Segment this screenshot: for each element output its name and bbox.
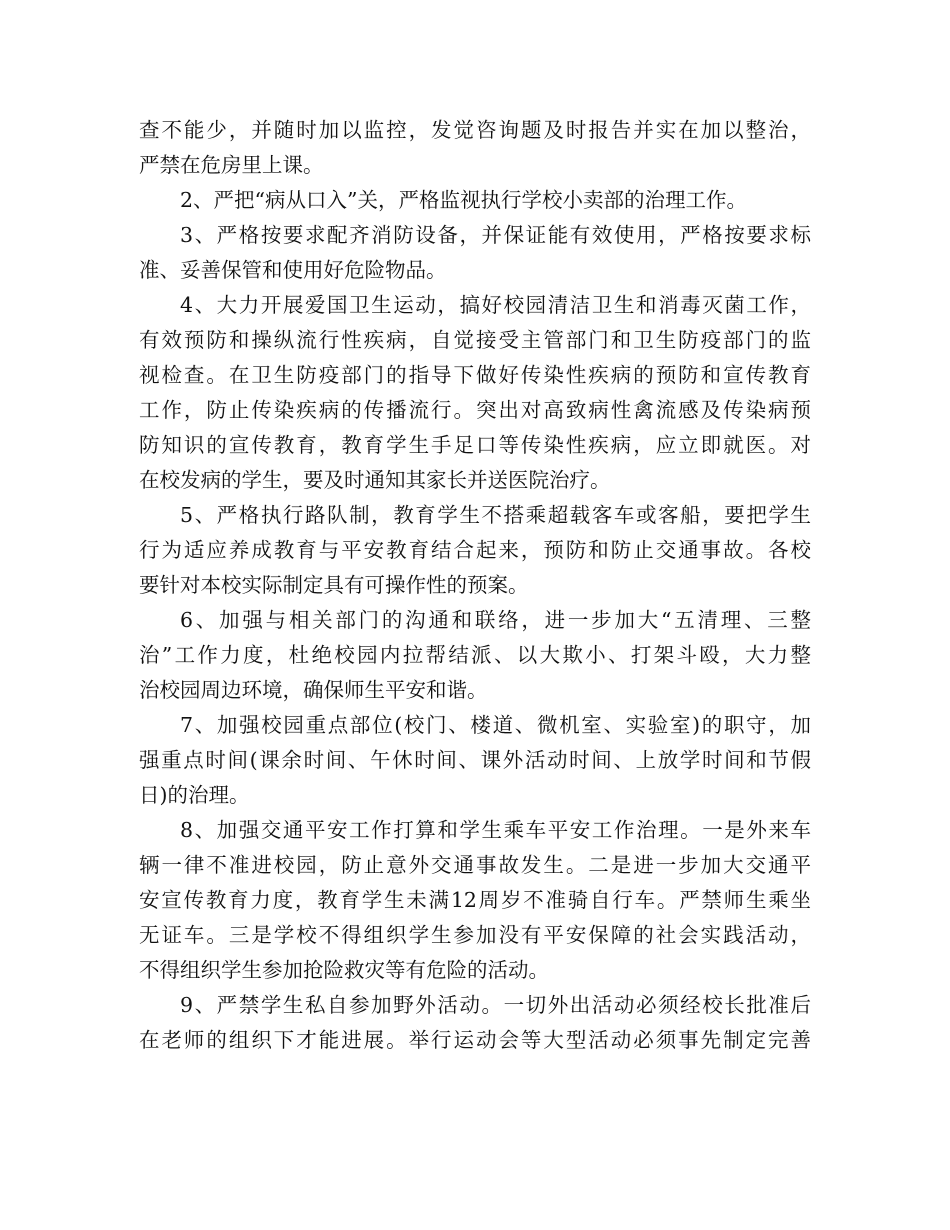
text-line: 在校发病的学生，要及时通知其家长并送医院治疗。 xyxy=(139,468,611,492)
text-line: 辆一律不准进校园，防止意外交通事故发生。二是进一步加大交通平 xyxy=(139,853,811,877)
text-line: 在老师的组织下才能进展。举行运动会等大型活动必须事先制定完善 xyxy=(139,1028,811,1052)
text-line: 防知识的宣传教育，教育学生手足口等传染性疾病，应立即就医。对 xyxy=(139,433,811,457)
document-body xyxy=(139,113,811,1058)
text-line: 8、加强交通平安工作打算和学生乘车平安工作治理。一是外来车 xyxy=(180,818,811,842)
text-line: 工作，防止传染疾病的传播流行。突出对高致病性禽流感及传染病预 xyxy=(139,398,811,422)
text-line: 不得组织学生参加抢险救灾等有危险的活动。 xyxy=(139,958,549,982)
text-line: 日)的治理。 xyxy=(139,783,250,807)
text-line: 5、严格执行路队制，教育学生不搭乘超载客车或客船，要把学生 xyxy=(180,503,811,527)
text-line: 视检查。在卫生防疫部门的指导下做好传染性疾病的预防和宣传教育 xyxy=(139,363,811,387)
text-line: 严禁在危房里上课。 xyxy=(139,153,324,177)
text-line: 无证车。三是学校不得组织学生参加没有平安保障的社会实践活动， xyxy=(139,923,811,947)
text-line: 7、加强校园重点部位(校门、楼道、微机室、实验室)的职守，加 xyxy=(180,713,811,737)
text-line: 查不能少，并随时加以监控，发觉咨询题及时报告并实在加以整治， xyxy=(139,118,811,142)
text-line: 3、严格按要求配齐消防设备，并保证能有效使用，严格按要求标 xyxy=(180,223,811,247)
text-line: 2、严把“病从口入”关，严格监视执行学校小卖部的治理工作。 xyxy=(180,188,748,212)
text-line: 要针对本校实际制定具有可操作性的预案。 xyxy=(139,573,529,597)
text-line: 强重点时间(课余时间、午休时间、课外活动时间、上放学时间和节假 xyxy=(139,748,811,772)
text-line: 安宣传教育力度，教育学生未满12周岁不准骑自行车。严禁师生乘坐 xyxy=(139,888,811,912)
text-line: 准、妥善保管和使用好危险物品。 xyxy=(139,258,447,282)
text-line: 有效预防和操纵流行性疾病，自觉接受主管部门和卫生防疫部门的监 xyxy=(139,328,811,352)
text-line: 治”工作力度，杜绝校园内拉帮结派、以大欺小、打架斗殴，大力整 xyxy=(139,643,811,667)
text-line: 6、加强与相关部门的沟通和联络，进一步加大“五清理、三整 xyxy=(180,608,811,632)
text-line: 9、严禁学生私自参加野外活动。一切外出活动必须经校长批准后 xyxy=(180,993,811,1017)
text-line: 4、大力开展爱国卫生运动，搞好校园清洁卫生和消毒灭菌工作， xyxy=(180,293,811,317)
text-line: 治校园周边环境，确保师生平安和谐。 xyxy=(139,678,488,702)
text-line: 行为适应养成教育与平安教育结合起来，预防和防止交通事故。各校 xyxy=(139,538,811,562)
